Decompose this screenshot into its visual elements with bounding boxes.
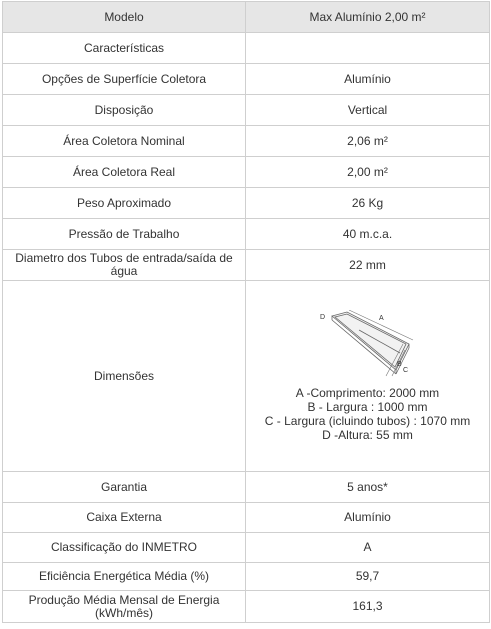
table-row: [3, 95, 490, 126]
dimension-width: B - Largura : 1000 mm: [307, 400, 428, 414]
specifications-table: [2, 1, 490, 623]
row-value: 2,00 m²: [246, 157, 490, 188]
diagram-label-b: B: [396, 361, 402, 368]
row-label: Caixa Externa: [3, 503, 246, 533]
table-row: [3, 188, 490, 219]
table-row: [3, 219, 490, 250]
table-row: [3, 533, 490, 563]
table-row: [3, 250, 490, 281]
table-row: [3, 563, 490, 591]
row-value: 26 Kg: [246, 188, 490, 219]
row-label: Opções de Superfície Coletora: [3, 64, 246, 95]
row-label: Peso Aproximado: [3, 188, 246, 219]
row-value: A: [246, 533, 490, 563]
dimension-specs: [265, 386, 470, 442]
row-value: 59,7: [246, 563, 490, 591]
row-value: 40 m.c.a.: [246, 219, 490, 250]
dimensions-row: [3, 281, 490, 472]
row-value: Vertical: [246, 95, 490, 126]
diagram-label-a: A: [378, 315, 384, 322]
row-label: Eficiência Energética Média (%): [3, 563, 246, 591]
row-label: Área Coletora Real: [3, 157, 246, 188]
row-label: Classificação do INMETRO: [3, 533, 246, 563]
row-label: Características: [3, 33, 246, 64]
table-row: [3, 157, 490, 188]
table-row: [3, 64, 490, 95]
row-label: Pressão de Trabalho: [3, 219, 246, 250]
row-label: Garantia: [3, 472, 246, 503]
row-value: 22 mm: [246, 250, 490, 281]
row-value: Alumínio: [246, 503, 490, 533]
row-label: Área Coletora Nominal: [3, 126, 246, 157]
dimension-length: A -Comprimento: 2000 mm: [295, 386, 440, 400]
dimension-height: D -Altura: 55 mm: [322, 428, 413, 442]
table-row: [3, 126, 490, 157]
dimension-width-with-tubes: C - Largura (icluindo tubos) : 1070 mm: [264, 414, 471, 428]
table-row: [3, 503, 490, 533]
table-row: [3, 591, 490, 623]
diagram-label-d: D: [319, 314, 325, 321]
header-value-cell: Max Alumínio 2,00 m²: [246, 2, 490, 33]
row-value: 161,3: [246, 591, 490, 623]
table-row: [3, 33, 490, 64]
header-label-cell: Modelo: [3, 2, 246, 33]
row-label: Diametro dos Tubos de entrada/saída de água: [3, 250, 246, 281]
row-value: 5 anos*: [246, 472, 490, 503]
row-value: Alumínio: [246, 64, 490, 95]
dimensions-cell: [246, 281, 490, 472]
row-value: [246, 33, 490, 64]
table-header-row: [3, 2, 490, 33]
row-value: 2,06 m²: [246, 126, 490, 157]
row-label: Disposição: [3, 95, 246, 126]
diagram-label-c: C: [402, 367, 408, 374]
dimensions-content: [250, 310, 485, 442]
table-row: [3, 472, 490, 503]
collector-diagram: [313, 310, 423, 378]
row-label: Dimensões: [3, 281, 246, 472]
row-label: Produção Média Mensal de Energia (kWh/mês): [3, 591, 246, 623]
